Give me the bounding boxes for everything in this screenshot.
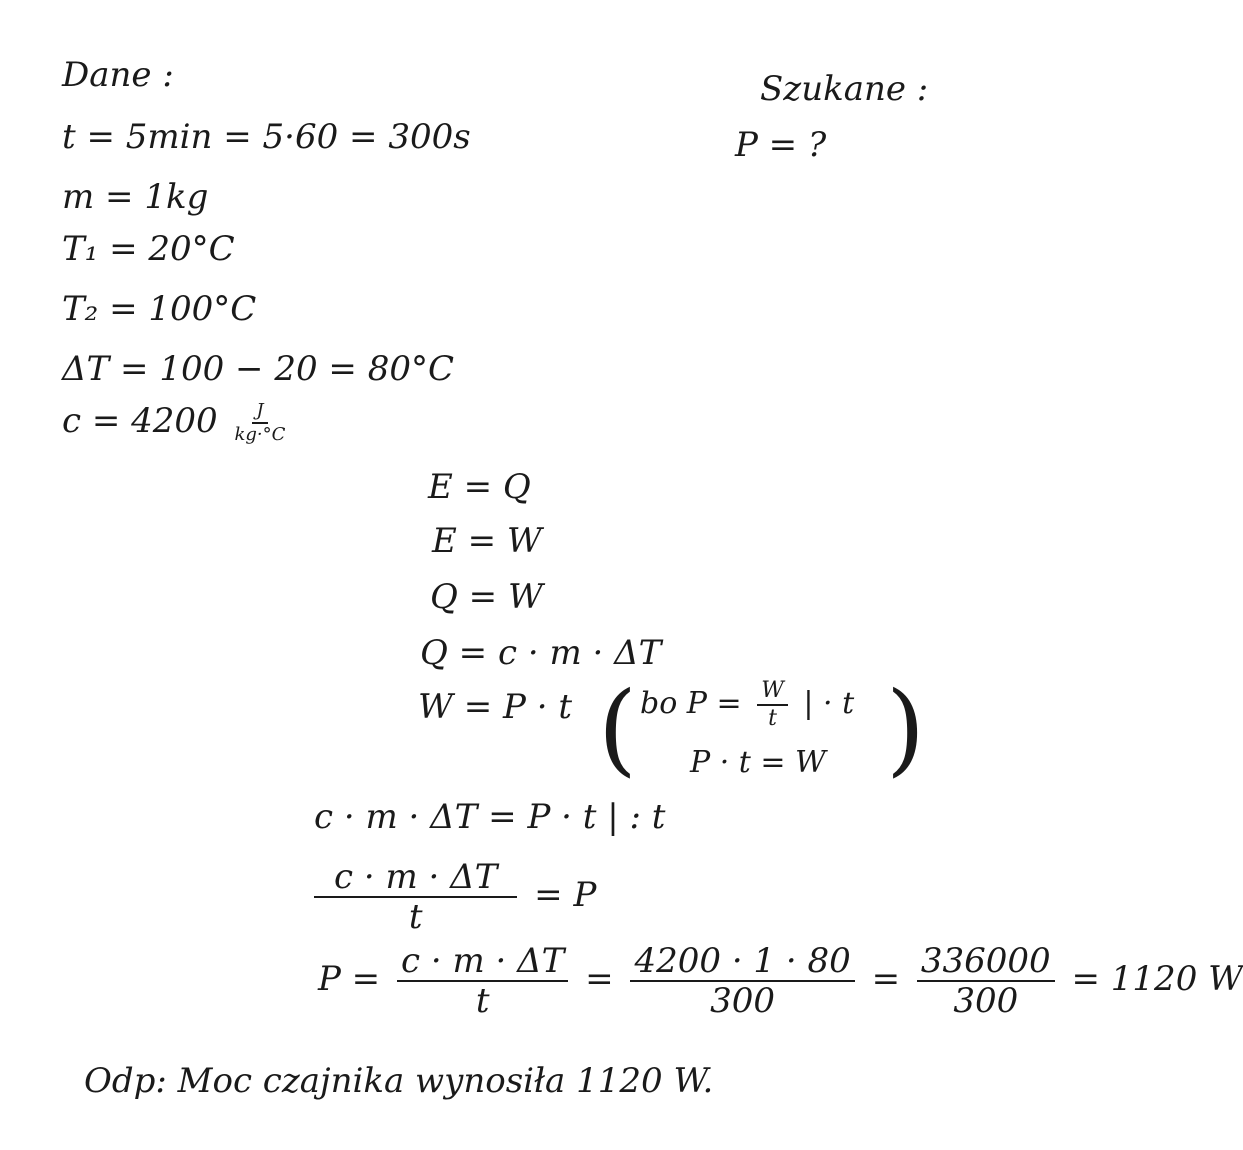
power-fraction-den: t (408, 897, 423, 937)
final-fraction-3-num: 336000 (917, 944, 1055, 982)
given-temp-2: T₂ = 100°C (62, 289, 257, 329)
final-fraction-3 (917, 941, 1055, 1021)
final-fraction-1-den: t (475, 981, 490, 1021)
note-suffix: | · t (803, 686, 855, 721)
note-fraction-num: W (757, 680, 788, 706)
note-line-2: P · t = W (690, 745, 826, 780)
specific-heat-unit-den: kg·°C (234, 424, 286, 445)
eq-final (318, 941, 1243, 1021)
note-open-paren: ( (598, 670, 638, 787)
given-temp-1: T₁ = 20°C (62, 229, 235, 269)
power-fraction (314, 857, 517, 937)
given-heading: Dane : (62, 55, 174, 95)
final-eq-2: = (871, 959, 901, 999)
eq-power-fraction (308, 857, 597, 937)
final-eq-1: = (585, 959, 614, 999)
eq-work-formula: W = P · t (418, 687, 573, 727)
note-prefix: bo P = (640, 686, 742, 721)
final-result: = 1120 W (1071, 959, 1243, 999)
given-time: t = 5min = 5·60 = 300s (62, 117, 471, 157)
eq-heat-formula: Q = c · m · ΔT (420, 633, 662, 673)
final-fraction-1 (397, 941, 568, 1021)
eq-energy-work: E = W (432, 521, 542, 561)
note-close-paren: ) (886, 670, 926, 787)
given-specific-heat (62, 402, 291, 444)
eq-energy-heat: E = Q (428, 467, 531, 507)
final-fraction-2-num: 4200 · 1 · 80 (630, 944, 854, 982)
final-fraction-3-den: 300 (953, 981, 1019, 1021)
specific-heat-unit (235, 402, 286, 444)
power-fraction-rhs: = P (534, 875, 597, 915)
final-fraction-1-num: c · m · ΔT (397, 944, 568, 982)
eq-balance: c · m · ΔT = P · t | : t (314, 797, 666, 837)
sought-heading: Szukane : (760, 69, 929, 109)
final-lhs: P = (318, 959, 381, 999)
power-fraction-num: c · m · ΔT (314, 860, 517, 898)
note-fraction-den: t (768, 706, 777, 731)
specific-heat-unit-num: J (252, 402, 267, 424)
final-fraction-2 (630, 941, 854, 1021)
final-fraction-2-den: 300 (710, 981, 776, 1021)
sought-power: P = ? (735, 125, 827, 165)
specific-heat-value: c = 4200 (62, 401, 218, 441)
eq-heat-work: Q = W (430, 577, 543, 617)
note-line-1 (640, 680, 854, 730)
given-temp-diff: ΔT = 100 − 20 = 80°C (62, 349, 454, 389)
given-mass: m = 1kg (62, 177, 209, 217)
note-fraction (757, 680, 788, 730)
answer-text: Odp: Moc czajnika wynosiła 1120 W. (84, 1061, 714, 1101)
